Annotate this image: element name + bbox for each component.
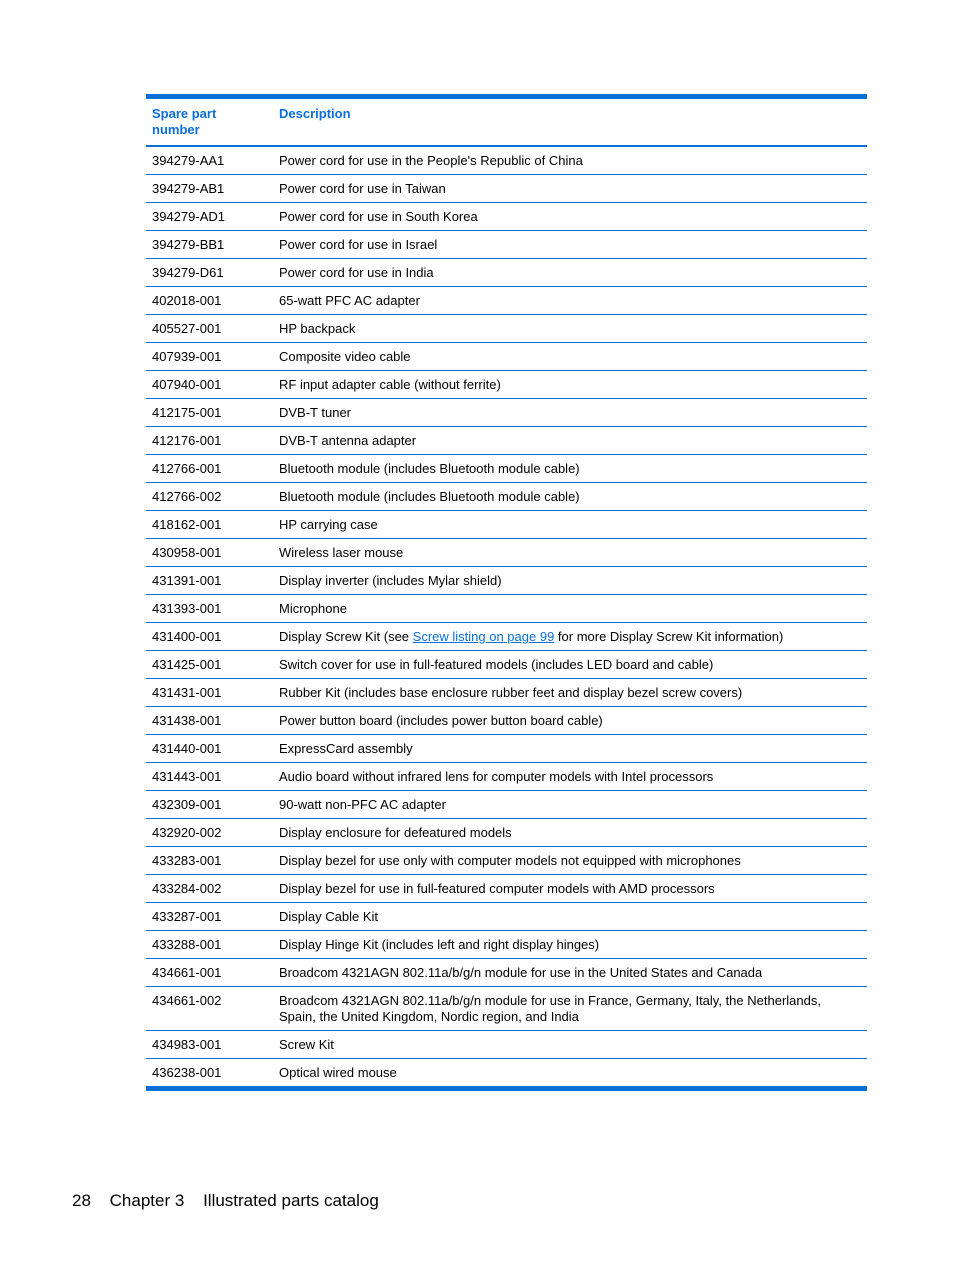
part-description: Power cord for use in Israel bbox=[273, 231, 867, 259]
part-description: Power cord for use in India bbox=[273, 259, 867, 287]
spare-part-number: 405527-001 bbox=[146, 315, 273, 343]
spare-part-number: 431440-001 bbox=[146, 735, 273, 763]
part-description: Display bezel for use in full-featured computer models with AMD processors bbox=[273, 875, 867, 903]
part-description: Display Cable Kit bbox=[273, 903, 867, 931]
table-row bbox=[146, 791, 867, 819]
table-row bbox=[146, 175, 867, 203]
spare-part-number: 433284-002 bbox=[146, 875, 273, 903]
part-description: Power cord for use in South Korea bbox=[273, 203, 867, 231]
table-row bbox=[146, 399, 867, 427]
spare-part-number: 412176-001 bbox=[146, 427, 273, 455]
spare-part-number: 434983-001 bbox=[146, 1031, 273, 1059]
table-row bbox=[146, 146, 867, 175]
table-row bbox=[146, 987, 867, 1031]
spare-part-number: 436238-001 bbox=[152, 1065, 222, 1080]
part-description: 90-watt non-PFC AC adapter bbox=[273, 791, 867, 819]
part-description: HP carrying case bbox=[273, 511, 867, 539]
spare-part-number: 412766-002 bbox=[146, 483, 273, 511]
spare-part-number: 431393-001 bbox=[146, 595, 273, 623]
table-row bbox=[146, 427, 867, 455]
table-row bbox=[146, 847, 867, 875]
spare-part-number: 433288-001 bbox=[146, 931, 273, 959]
table-row bbox=[146, 623, 867, 651]
table-row bbox=[146, 679, 867, 707]
part-description bbox=[273, 623, 867, 651]
header-spare-part-number: Spare part number bbox=[146, 97, 273, 147]
table-row bbox=[146, 763, 867, 791]
table-row bbox=[146, 483, 867, 511]
table-row bbox=[146, 707, 867, 735]
table-row bbox=[146, 1059, 867, 1089]
table-row bbox=[146, 735, 867, 763]
spare-part-number: 433283-001 bbox=[146, 847, 273, 875]
table-row bbox=[146, 819, 867, 847]
spare-part-number: 394279-AA1 bbox=[146, 146, 273, 175]
part-description: Wireless laser mouse bbox=[273, 539, 867, 567]
part-description: Display enclosure for defeatured models bbox=[273, 819, 867, 847]
table-row bbox=[146, 231, 867, 259]
chapter-title: Illustrated parts catalog bbox=[203, 1191, 379, 1210]
part-description: Rubber Kit (includes base enclosure rubber feet and display bezel screw covers) bbox=[273, 679, 867, 707]
table-row bbox=[146, 511, 867, 539]
spare-part-number: 394279-AD1 bbox=[146, 203, 273, 231]
table-row bbox=[146, 539, 867, 567]
table-row bbox=[146, 203, 867, 231]
table-row bbox=[146, 931, 867, 959]
part-description: Power cord for use in Taiwan bbox=[273, 175, 867, 203]
part-description: DVB-T tuner bbox=[273, 399, 867, 427]
page-footer bbox=[72, 1191, 393, 1211]
spare-part-number: 433287-001 bbox=[146, 903, 273, 931]
header-description: Description bbox=[273, 97, 867, 147]
part-description: Display bezel for use only with computer models not equipped with microphones bbox=[273, 847, 867, 875]
spare-parts-table bbox=[146, 94, 867, 1091]
part-description: RF input adapter cable (without ferrite) bbox=[273, 371, 867, 399]
table-row bbox=[146, 959, 867, 987]
part-description: Screw Kit bbox=[273, 1031, 867, 1059]
table-row bbox=[146, 875, 867, 903]
table-row bbox=[146, 315, 867, 343]
spare-part-number: 434661-001 bbox=[146, 959, 273, 987]
spare-part-number: 407940-001 bbox=[146, 371, 273, 399]
spare-part-number: 407939-001 bbox=[146, 343, 273, 371]
table-body bbox=[146, 146, 867, 1089]
page-number: 28 bbox=[72, 1191, 91, 1210]
part-description: 65-watt PFC AC adapter bbox=[273, 287, 867, 315]
spare-part-number: 394279-BB1 bbox=[146, 231, 273, 259]
table-header-row bbox=[146, 97, 867, 147]
spare-part-number: 418162-001 bbox=[146, 511, 273, 539]
table-row bbox=[146, 1031, 867, 1059]
spare-part-number: 431431-001 bbox=[146, 679, 273, 707]
part-description: Broadcom 4321AGN 802.11a/b/g/n module for use in the United States and Canada bbox=[273, 959, 867, 987]
spare-part-number: 412766-001 bbox=[146, 455, 273, 483]
table-row bbox=[146, 567, 867, 595]
spare-part-number: 434661-002 bbox=[146, 987, 273, 1031]
spare-part-number: 431391-001 bbox=[146, 567, 273, 595]
part-description: Audio board without infrared lens for computer models with Intel processors bbox=[273, 763, 867, 791]
description-text: for more Display Screw Kit information) bbox=[554, 629, 784, 644]
table-row bbox=[146, 595, 867, 623]
part-description: Display Hinge Kit (includes left and right display hinges) bbox=[273, 931, 867, 959]
part-description: Bluetooth module (includes Bluetooth module cable) bbox=[273, 455, 867, 483]
part-description: Bluetooth module (includes Bluetooth module cable) bbox=[273, 483, 867, 511]
table-row bbox=[146, 287, 867, 315]
spare-part-number: 431425-001 bbox=[146, 651, 273, 679]
table-row bbox=[146, 455, 867, 483]
part-description: Microphone bbox=[273, 595, 867, 623]
spare-part-number: 412175-001 bbox=[146, 399, 273, 427]
spare-part-number: 431443-001 bbox=[146, 763, 273, 791]
spare-part-number: 432309-001 bbox=[146, 791, 273, 819]
part-description: Optical wired mouse bbox=[279, 1065, 397, 1080]
spare-part-number: 394279-D61 bbox=[146, 259, 273, 287]
spare-part-number: 431438-001 bbox=[146, 707, 273, 735]
chapter-label: Chapter 3 bbox=[109, 1191, 185, 1210]
part-description: HP backpack bbox=[273, 315, 867, 343]
part-description: DVB-T antenna adapter bbox=[273, 427, 867, 455]
screw-listing-link[interactable]: Screw listing on page 99 bbox=[412, 629, 555, 644]
spare-part-number: 430958-001 bbox=[146, 539, 273, 567]
description-text: Display Screw Kit (see bbox=[279, 629, 413, 644]
table-row bbox=[146, 651, 867, 679]
table-row bbox=[146, 903, 867, 931]
spare-part-number: 432920-002 bbox=[146, 819, 273, 847]
table-row bbox=[146, 371, 867, 399]
part-description: Broadcom 4321AGN 802.11a/b/g/n module for use in France, Germany, Italy, the Netherlands, Spain, the United Kingdom, Nordic region, and India bbox=[273, 987, 867, 1031]
spare-part-number: 394279-AB1 bbox=[146, 175, 273, 203]
part-description: Switch cover for use in full-featured models (includes LED board and cable) bbox=[273, 651, 867, 679]
spare-part-number: 402018-001 bbox=[146, 287, 273, 315]
table-row bbox=[146, 343, 867, 371]
part-description: ExpressCard assembly bbox=[273, 735, 867, 763]
table-row bbox=[146, 259, 867, 287]
spare-part-number: 431400-001 bbox=[146, 623, 273, 651]
part-description: Power button board (includes power button board cable) bbox=[273, 707, 867, 735]
part-description: Power cord for use in the People's Republic of China bbox=[273, 146, 867, 175]
part-description: Display inverter (includes Mylar shield) bbox=[273, 567, 867, 595]
part-description: Composite video cable bbox=[273, 343, 867, 371]
